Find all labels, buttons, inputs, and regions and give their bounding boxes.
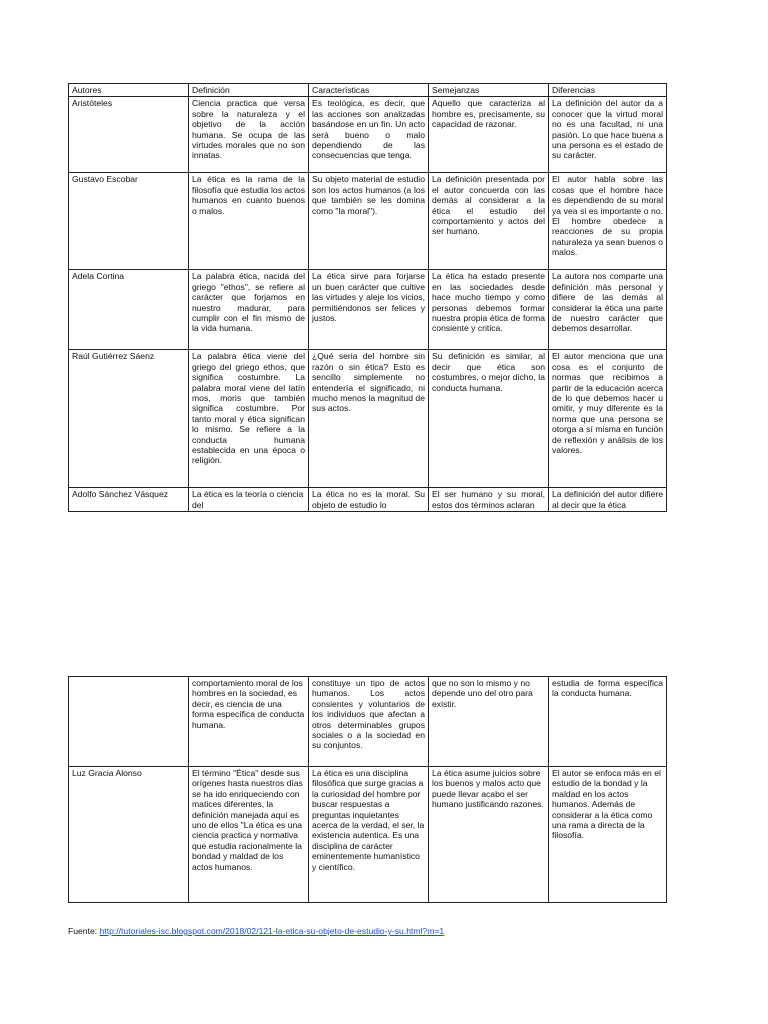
differences-cell: El autor habla sobre las cosas que el hombre hace es dependiendo de su moral ya vea si es importante o no. El hombre obedece a reacciones de su propia naturaleza ya sean buenos o malos. xyxy=(549,173,667,270)
characteristics-cell: Su objeto material de estudio son los actos humanos (a los que también se les domina como "la moral"). xyxy=(309,173,429,270)
differences-cell: La definición del autor difiere al decir que la ética xyxy=(549,488,667,512)
similarities-cell: que no son lo mismo y no depende uno del otro para existir. xyxy=(429,677,549,767)
source-footer xyxy=(68,926,444,936)
table-header-row xyxy=(69,84,667,97)
characteristics-cell: La ética sirve para forjarse un buen carácter que cultive las virtudes y aleje los vicios, permitiéndonos ser felices y justos. xyxy=(309,270,429,350)
source-link[interactable]: http://tutoriales-isc.blogspot.com/2018/02/121-la-etica-su-objeto-de-estudio-y-su.html?m=1 xyxy=(99,926,445,936)
table-row xyxy=(69,767,667,903)
characteristics-cell: Es teológica, es decir, que las acciones son analizadas basándose en un fin. Un acto será bueno o malo dependiendo de las consecuencias que tenga. xyxy=(309,97,429,173)
table-row xyxy=(69,488,667,512)
similarities-cell: Aquello que caracteriza al hombre es, precisamente, su capacidad de razonar. xyxy=(429,97,549,173)
definition-cell: El término "Ética" desde sus orígenes hasta nuestros días se ha ido enriqueciendo con matices diferentes, la definición manejada aquí es uno de ellos "La ética es una ciencia practica y normativa que estudia racionalmente la bondad y maldad de los actos humanos. xyxy=(189,767,309,903)
comparison-table xyxy=(68,83,667,512)
header-definicion: Definición xyxy=(189,84,309,97)
table-row xyxy=(69,270,667,350)
author-cell xyxy=(69,677,189,767)
definition-cell: La ética es la teoría o ciencia del xyxy=(189,488,309,512)
definition-cell: comportamiento moral de los hombres en la sociedad, es decir, es ciencia de una forma específica de conducta humana. xyxy=(189,677,309,767)
definition-cell: La palabra ética, nacida del griego "ethos", se refiere al carácter que forjamos en nuestro madurar, para cumplir con el fin mismo de la vida humana. xyxy=(189,270,309,350)
similarities-cell: La ética ha estado presente en las sociedades desde hace mucho tiempo y como personas debemos formar nuestra propia ética de forma consiente y critica. xyxy=(429,270,549,350)
table-row xyxy=(69,677,667,767)
comparison-table-continued xyxy=(68,676,667,903)
author-cell: Luz Gracia Alonso xyxy=(69,767,189,903)
header-caracteristicas: Características xyxy=(309,84,429,97)
definition-cell: La ética es la rama de la filosofía que estudia los actos humanos en cuanto buenos o malos. xyxy=(189,173,309,270)
characteristics-cell: constituye un tipo de actos humanos. Los actos consientes y voluntarios de los individuos que afectan a otros determinables grupos sociales o a la sociedad en su conjuntos. xyxy=(309,677,429,767)
similarities-cell: El ser humano y su moral, estos dos términos aclaran xyxy=(429,488,549,512)
differences-cell: estudia de forma específica la conducta humana. xyxy=(549,677,667,767)
table-row xyxy=(69,350,667,488)
header-diferencias: Diferencias xyxy=(549,84,667,97)
differences-cell: La definición del autor da a conocer que la virtud moral no es una facultad, ni una pasión. Lo que hace buena a una persona es el estado de su carácter. xyxy=(549,97,667,173)
author-cell: Gustavo Escobar xyxy=(69,173,189,270)
table-row xyxy=(69,173,667,270)
characteristics-cell: La ética no es la moral. Su objeto de estudio lo xyxy=(309,488,429,512)
differences-cell: El autor se enfoca más en el estudio de la bondad y la maldad en los actos humanos. Además de considerar a la ética como una rama a directa de la filosofía. xyxy=(549,767,667,903)
header-autores: Autores xyxy=(69,84,189,97)
differences-cell: El autor menciona que una cosa es el conjunto de normas que recibimos a partir de la educación acerca de lo que debemos hacer u omitir, y muy diferente es la norma que una persona se otorga a sí misma en función de reflexión y análisis de los valores. xyxy=(549,350,667,488)
author-cell: Adela Cortina xyxy=(69,270,189,350)
author-cell: Aristóteles xyxy=(69,97,189,173)
source-label: Fuente: xyxy=(68,926,100,936)
author-cell: Raúl Gutiérrez Sáenz xyxy=(69,350,189,488)
author-cell: Adolfo Sánchez Vásquez xyxy=(69,488,189,512)
characteristics-cell: ¿Qué seria del hombre sin razón o sin ética? Esto es sencillo simplemente no entendería el significado, ni mucho menos la magnitud de sus actos. xyxy=(309,350,429,488)
similarities-cell: Su definición es similar, al decir que ética son costumbres, o mejor dicho, la conducta humana. xyxy=(429,350,549,488)
similarities-cell: La definición presentada por el autor concuerda con las demás al considerar a la ética el estudio del comportamiento y actos del ser humano. xyxy=(429,173,549,270)
header-semejanzas: Semejanzas xyxy=(429,84,549,97)
similarities-cell: La ética asume juicios sobre los buenos y malos acto que puede llevar acabo el ser humano justificando razones. xyxy=(429,767,549,903)
differences-cell: La autora nos comparte una definición más personal y difiere de las demás al considerar la ética una parte de nuestro carácter que debemos desarrollar. xyxy=(549,270,667,350)
definition-cell: Ciencia practica que versa sobre la naturaleza y el objetivo de la acción humana. Se ocupa de las virtudes morales que no son innatas. xyxy=(189,97,309,173)
table-row xyxy=(69,97,667,173)
definition-cell: La palabra ética viene del griego del griego ethos, que significa costumbre. La palabra moral viene del latín mos, moris que también significa costumbre. Por tanto moral y ética significan lo mismo. Se refiere a la conducta humana establecida en una época o religión. xyxy=(189,350,309,488)
characteristics-cell: La ética es una disciplina filosófica que surge gracias a la curiosidad del hombre por buscar respuestas a preguntas inquietantes acerca de la verdad, el ser, la existencia autentica. Es una disciplina de carácter eminentemente humanístico y científico. xyxy=(309,767,429,903)
